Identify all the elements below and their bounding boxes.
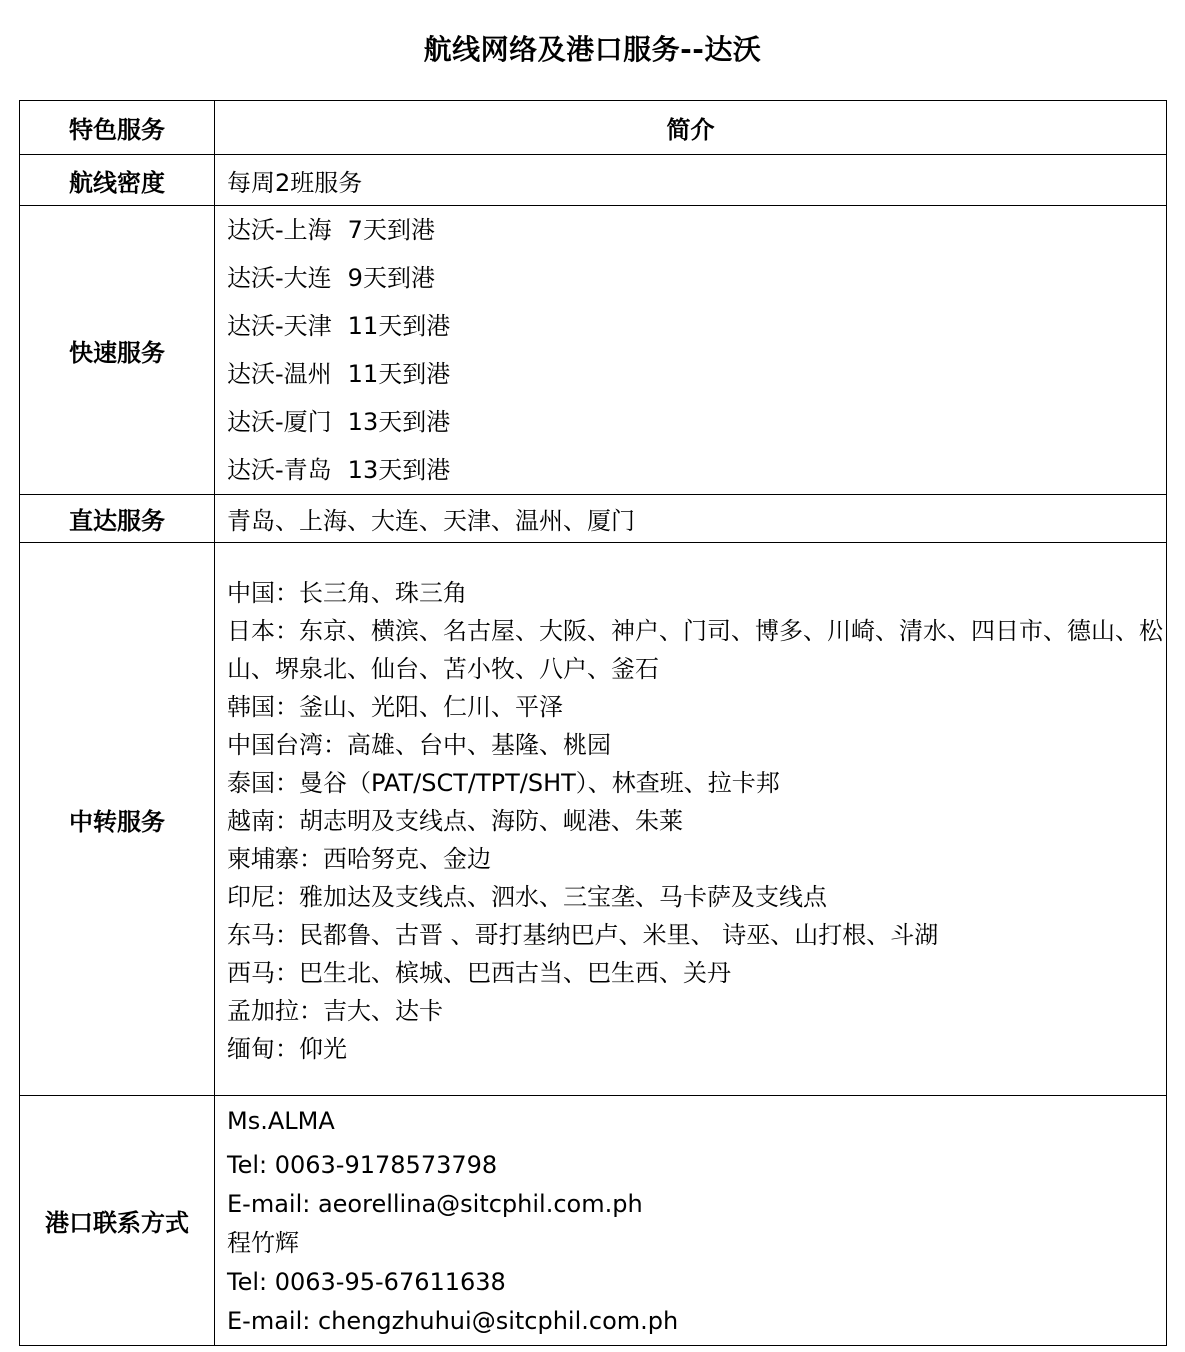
contact-email-link[interactable]: E-mail: chengzhuhui@sitcphil.com.ph [227, 1307, 679, 1335]
transfer-region-west-malaysia: 西马：巴生北、槟城、巴西古当、巴生西、关丹 [227, 959, 731, 987]
fast-route-name: 达沃-厦门 [227, 408, 332, 436]
contact-name: Ms.ALMA [227, 1107, 335, 1135]
fast-route-name: 达沃-天津 [227, 312, 332, 340]
contact-phone: Tel: 0063-9178573798 [227, 1151, 498, 1179]
fast-route-time: 13天到港 [347, 456, 451, 484]
fast-route-time: 13天到港 [347, 408, 451, 436]
document-title: 航线网络及港口服务--达沃 [423, 33, 762, 66]
transfer-service-list [215, 543, 1167, 1096]
transfer-region-cambodia: 柬埔寨：西哈努克、金边 [227, 845, 491, 873]
fast-route-item [227, 302, 1166, 350]
header-feature-service: 特色服务 [20, 101, 215, 155]
direct-service-label: 直达服务 [20, 495, 215, 543]
fast-route-time: 11天到港 [347, 312, 451, 340]
fast-service-list [215, 206, 1167, 495]
fast-route-item [227, 398, 1166, 446]
fast-route-item [227, 446, 1166, 494]
fast-route-name: 达沃-大连 [227, 264, 332, 292]
table-header-row [20, 101, 1167, 155]
fast-route-name: 达沃-上海 [227, 216, 332, 244]
fast-route-item [227, 206, 1166, 254]
transfer-region-korea: 韩国：釜山、光阳、仁川、平泽 [227, 693, 563, 721]
route-density-label: 航线密度 [20, 155, 215, 206]
transfer-region-myanmar: 缅甸：仰光 [227, 1035, 347, 1063]
fast-route-name: 达沃-青岛 [227, 456, 332, 484]
table-row-fast-service [20, 206, 1167, 495]
fast-route-time: 11天到港 [347, 360, 451, 388]
fast-route-item [227, 350, 1166, 398]
contact-phone: Tel: 0063-95-67611638 [227, 1268, 506, 1296]
fast-route-item [227, 254, 1166, 302]
fast-route-name: 达沃-温州 [227, 360, 332, 388]
port-contact-list [215, 1096, 1167, 1346]
fast-service-label: 快速服务 [20, 206, 215, 495]
transfer-region-japan: 日本：东京、横滨、名古屋、大阪、神户、门司、博多、川崎、清水、四日市、德山、松山、堺泉北、仙台、苫小牧、八户、釜石 [227, 617, 1163, 683]
fast-route-time: 9天到港 [347, 264, 435, 292]
direct-service-value: 青岛、上海、大连、天津、温州、厦门 [215, 495, 1167, 543]
transfer-region-indonesia: 印尼：雅加达及支线点、泗水、三宝垄、马卡萨及支线点 [227, 883, 827, 911]
transfer-region-east-malaysia: 东马：民都鲁、古晋 、哥打基纳巴卢、米里、 诗巫、山打根、斗湖 [227, 921, 939, 949]
transfer-region-vietnam: 越南：胡志明及支线点、海防、岘港、朱莱 [227, 807, 683, 835]
table-row-direct-service [20, 495, 1167, 543]
table-row-port-contact [20, 1096, 1167, 1346]
transfer-region-taiwan: 中国台湾：高雄、台中、基隆、桃园 [227, 731, 611, 759]
contact-email-link[interactable]: E-mail: aeorellina@sitcphil.com.ph [227, 1190, 643, 1218]
service-table [19, 100, 1167, 1346]
fast-route-time: 7天到港 [347, 216, 435, 244]
header-introduction: 简介 [215, 101, 1167, 155]
route-density-value: 每周2班服务 [215, 155, 1167, 206]
contact-name: 程竹辉 [227, 1229, 299, 1257]
table-row-transfer-service [20, 543, 1167, 1096]
port-contact-label: 港口联系方式 [20, 1096, 215, 1346]
transfer-region-china: 中国：长三角、珠三角 [227, 579, 467, 607]
transfer-region-bangladesh: 孟加拉：吉大、达卡 [227, 997, 443, 1025]
transfer-service-label: 中转服务 [20, 543, 215, 1096]
transfer-region-thailand: 泰国：曼谷（PAT/SCT/TPT/SHT）、林查班、拉卡邦 [227, 769, 780, 797]
table-row-route-density [20, 155, 1167, 206]
